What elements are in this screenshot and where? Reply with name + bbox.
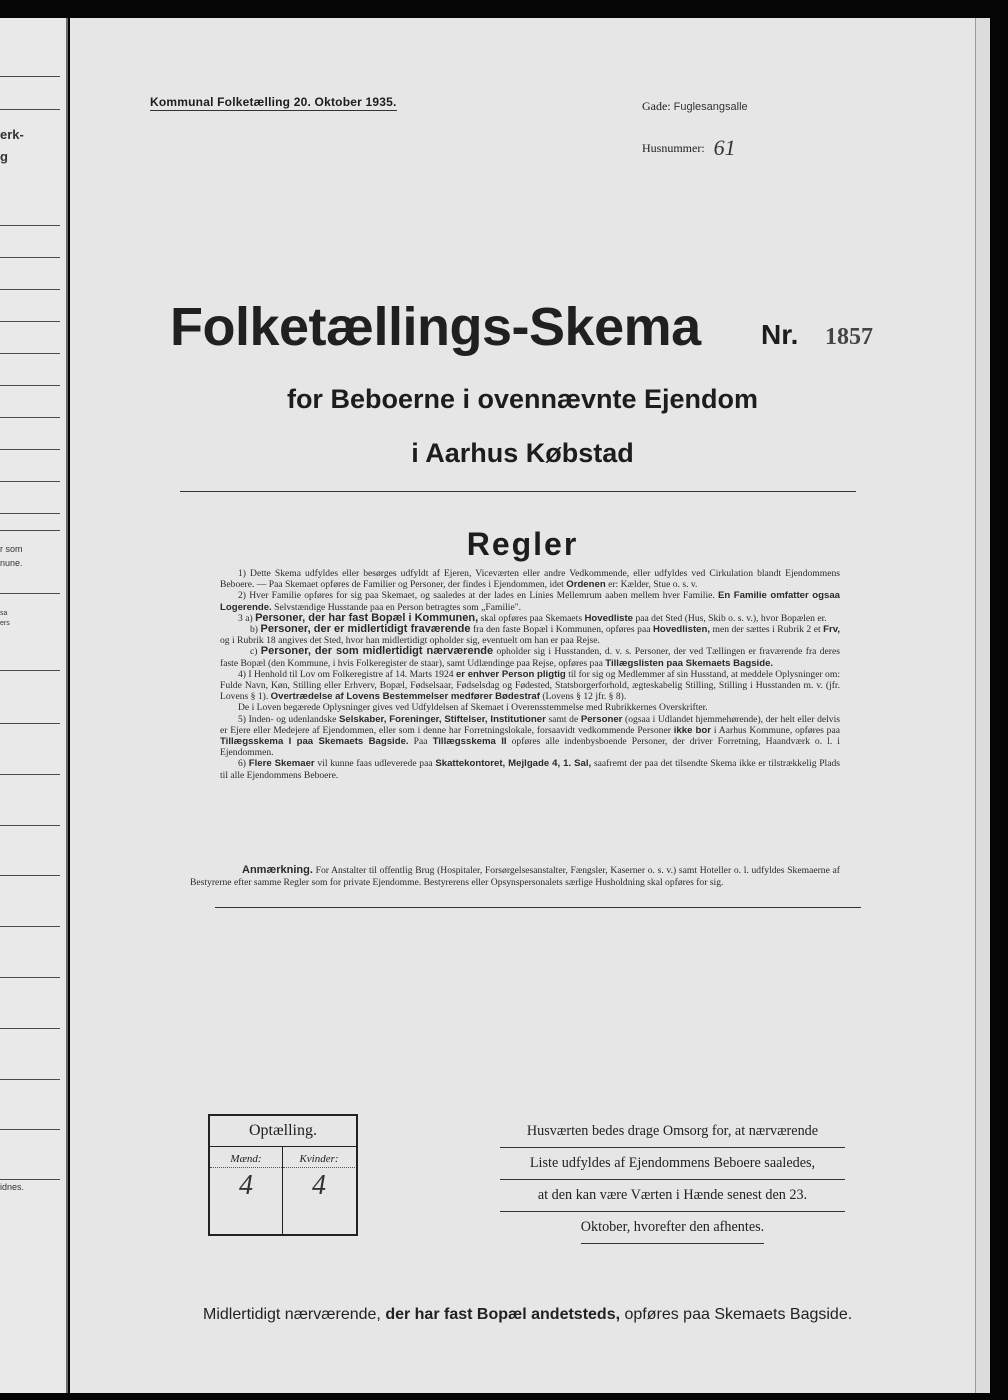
left-rule xyxy=(0,76,60,77)
left-rule xyxy=(0,257,60,258)
count-title: Optælling. xyxy=(210,1116,356,1147)
rule-2: 2) Hver Familie opføres for sig paa Skemaet, og saaledes at der lades en Linies Mellemrum aaben mellem hver Familie. En Familie omfatter ogsaa Logerende. Selvstændige Husstande paa en Person betragtes som „Familie". xyxy=(220,590,840,613)
left-rule xyxy=(0,481,60,482)
left-page-fragment: sa xyxy=(0,610,8,617)
house-number-field xyxy=(642,135,736,161)
left-rule xyxy=(0,875,60,876)
rule-4: 4) I Henhold til Lov om Folkeregistre af 14. Marts 1924 er enhver Person pligtig til for sig og Medlemmer af sin Husstand, at meddele Oplysninger om: Fulde Navn, Køn, Stilling eller Erhverv, Bopæl, Fødselsaar, Fødselsdag og Fødested, Statsborgerforhold, ægteskabelig Stilling, Stilling i Husstanden m. v. (jfr. Lovens § 1). Overtrædelse af Lovens Bestemmelser medfører Bødestraf (Lovens § 12 jfr. § 8). xyxy=(220,668,840,703)
left-rule xyxy=(0,289,60,290)
street-field xyxy=(642,99,748,114)
count-box xyxy=(208,1114,358,1236)
landlord-line: Husværten bedes drage Omsorg for, at nærværende xyxy=(500,1116,845,1148)
landlord-instructions xyxy=(500,1116,845,1244)
left-rule xyxy=(0,593,60,594)
left-rule xyxy=(0,723,60,724)
left-rule xyxy=(0,670,60,671)
remark-text: For Anstalter til offentlig Brug (Hospitaler, Forsørgelsesanstalter, Fængsler, Kaserner o. s. v.) samt Hoteller o. l. udfyldes Skemaerne af Bestyrerne efter samme Regler som for private Ejendomme. Bestyrerens eller Opsynspersonalets særlige Husholdning skal opføres for sig. xyxy=(190,865,840,888)
left-rule xyxy=(0,417,60,418)
landlord-line: Oktober, hvorefter den afhentes. xyxy=(581,1212,764,1244)
left-rule xyxy=(0,225,60,226)
left-rule xyxy=(0,353,60,354)
rule-1: 1) Dette Skema udfyldes eller besørges udfyldt af Ejeren, Viceværten eller andre Vedkommende, eller udfyldes ved Cirkulation blandt Ejendommens Beboere. — Paa Skemaet opføres de Familier og Personer, der findes i Ejendommen, idet Ordenen er: Kælder, Stue o. s. v. xyxy=(220,568,840,591)
form-subtitle: for Beboerne i ovennævnte Ejendom xyxy=(286,384,759,414)
street-value: Fuglesangsalle xyxy=(673,101,748,113)
rule-4-note: De i Loven begærede Oplysninger gives ved Udfyldelsen af Skemaet i Overensstemmelse med Rubrikkernes Overskrifter. xyxy=(238,702,708,714)
left-page-fragment: ers xyxy=(0,620,10,627)
rules-text xyxy=(220,568,840,781)
left-rule xyxy=(0,530,60,531)
women-label: Kvinder: xyxy=(283,1146,355,1168)
right-page-edge xyxy=(975,18,990,1393)
men-count-value: 4 xyxy=(239,1170,253,1201)
left-rule xyxy=(0,1129,60,1130)
women-count-column xyxy=(283,1146,355,1234)
rules-heading: Regler xyxy=(466,526,579,562)
form-location: i Aarhus Købstad xyxy=(411,438,634,468)
remark-divider xyxy=(215,907,861,908)
left-rule xyxy=(0,1179,60,1180)
footer-note: Midlertidigt nærværende, der har fast Bopæl andetsteds, opføres paa Skemaets Bagside. xyxy=(203,1306,853,1323)
men-label: Mænd: xyxy=(210,1146,282,1168)
left-page-fragment: r som xyxy=(0,544,23,554)
left-page-fragment: g xyxy=(0,149,8,164)
left-rule xyxy=(0,926,60,927)
left-rule xyxy=(0,825,60,826)
left-rule xyxy=(0,977,60,978)
house-number-value: 61 xyxy=(713,135,736,160)
house-number-label: Husnummer: xyxy=(642,141,705,155)
form-title: Folketællings-Skema xyxy=(170,297,701,357)
form-number-label: Nr. xyxy=(761,319,799,350)
left-rule xyxy=(0,774,60,775)
rule-3a: 3 a) Personer, der har fast Bopæl i Kommunen, skal opføres paa Skemaets Hovedliste paa det Sted (Hus, Skib o. s. v.), hvor Bopælen er. xyxy=(238,611,827,624)
left-page-fragment: nune. xyxy=(0,558,23,568)
title-divider xyxy=(180,491,856,492)
left-rule xyxy=(0,109,60,110)
census-header: Kommunal Folketælling 20. Oktober 1935. xyxy=(150,95,397,109)
men-count-column xyxy=(210,1146,283,1234)
left-rule xyxy=(0,385,60,386)
landlord-line: Liste udfyldes af Ejendommens Beboere saaledes, xyxy=(500,1148,845,1180)
left-rule xyxy=(0,449,60,450)
left-rule xyxy=(0,1028,60,1029)
left-page-fragment: erk- xyxy=(0,127,24,142)
census-form-page xyxy=(70,18,975,1393)
women-count-value: 4 xyxy=(312,1170,326,1201)
rule-3c: c) Personer, der som midlertidigt nærværende opholder sig i Husstanden, d. v. s. Personer, der ved Tællingen er fraværende fra deres faste Bopæl (den Kommune, i hvis Folkeregister de staar), samt Udlændinge paa Rejse, opføres paa Tillægslisten paa Skemaets Bagside. xyxy=(220,645,840,669)
left-page-strip xyxy=(0,18,68,1393)
landlord-line: at den kan være Værten i Hænde senest den 23. xyxy=(500,1180,845,1212)
street-label: Gade: xyxy=(642,99,671,113)
remark-label: Anmærkning. xyxy=(242,864,313,876)
rule-5: 5) Inden- og udenlandske Selskaber, Foreninger, Stiftelser, Institutioner samt de Personer (ogsaa i Udlandet hjemmehørende), der helt eller delvis er Ejere eller Medejere af Ejendommen, eller som i denne har Forretningslokale, forsaavidt vedkommende Personer ikke bor i Aarhus Kommune, opføres paa Tillægsskema I paa Skemaets Bagside. Paa Tillægsskema II opføres alle indenbysboende Personer, der driver Forretning, Haandværk o. l. i Ejendommen. xyxy=(220,713,840,759)
left-rule xyxy=(0,1079,60,1080)
left-rule xyxy=(0,321,60,322)
rule-3b: b) Personer, der er midlertidigt fraværende fra den faste Bopæl i Kommunen, opføres paa Hovedlisten, men der sættes i Rubrik 2 et Frv, og i Rubrik 18 angives det Sted, hvor han midlertidigt opholder sig, eventuelt om han er paa Rejse. xyxy=(220,623,840,647)
left-rule xyxy=(0,513,60,514)
remark-paragraph xyxy=(190,864,840,889)
left-page-fragment: idnes. xyxy=(0,1182,25,1192)
rule-6: 6) Flere Skemaer vil kunne faas udleverede paa Skattekontoret, Mejlgade 4, 1. Sal, saafremt der paa det tilsendte Skema ikke er tilstrækkelig Plads til alle Ejendommens Beboere. xyxy=(220,758,840,781)
form-number-value: 1857 xyxy=(825,324,873,350)
